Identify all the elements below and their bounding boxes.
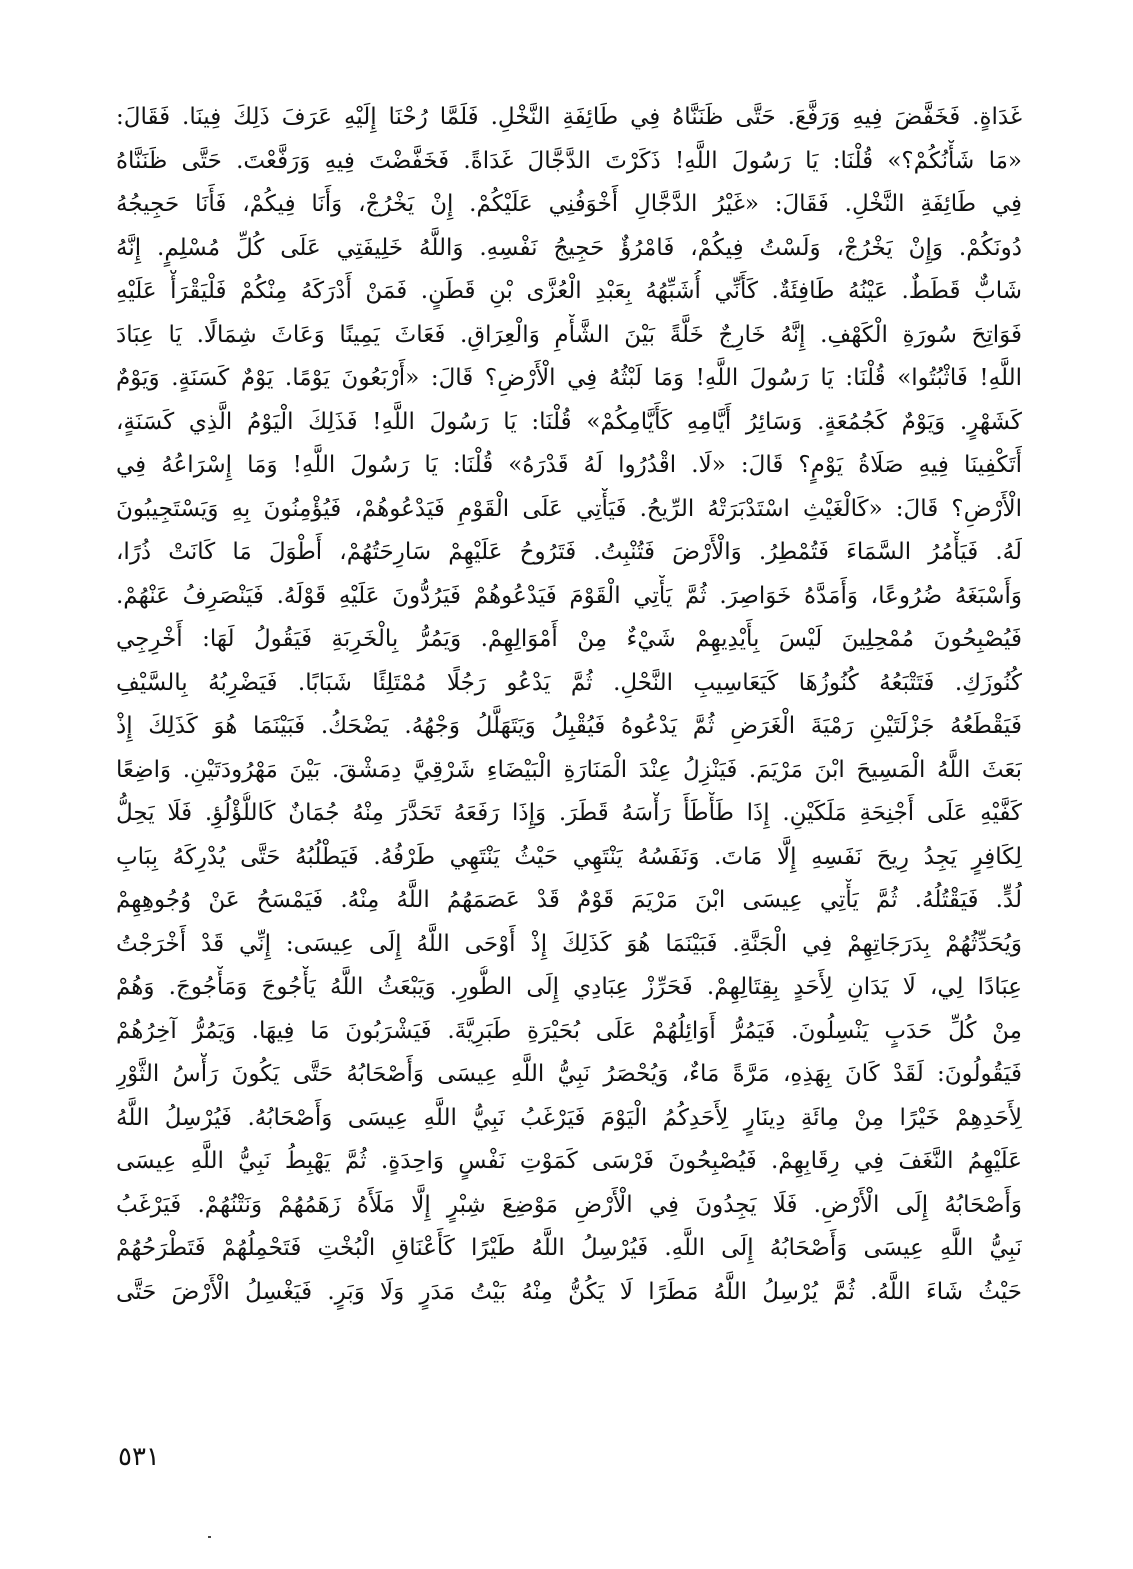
text-line: لِأَحَدِهِمْ خَيْرًا مِنْ مِائَةِ دِينَارٍ لِأَحَدِكُمُ الْيَوْمَ فَيَرْغَبُ نَبِيُّ اللَّهِ عِيسَى وَأَصْحَابُهُ. فَيُرْسِلُ اللَّهُ [116,1104,1022,1131]
text-line: مِنْ كُلِّ حَدَبٍ يَنْسِلُونَ. فَيَمُرُّ أَوَائِلُهُمْ عَلَى بُحَيْرَةِ طَبَرِيَّةَ. فَيَشْرَبُونَ مَا فِيهَا. وَيَمُرُّ آخِرُهُمْ [116,1017,1022,1044]
text-line: الْأَرْضِ؟ قَالَ: «كَالْغَيْثِ اسْتَدْبَرَتْهُ الرِّيحُ. فَيَأْتِي عَلَى الْقَوْمِ فَيَدْعُوهُمْ، فَيُؤْمِنُونَ بِهِ وَيَسْتَجِيبُونَ [116,495,1022,522]
text-line: كُنُوزَكِ. فَتَتْبَعُهُ كُنُوزُهَا كَيَعَاسِيبِ النَّحْلِ. ثُمَّ يَدْعُو رَجُلًا مُمْتَلِئًا شَبَابًا. فَيَضْرِبُهُ بِالسَّيْفِ [116,669,1022,696]
text-line: وَأَسْبَغَهُ ضُرُوعًا، وَأَمَدَّهُ خَوَاصِرَ. ثُمَّ يَأْتِي الْقَوْمَ فَيَدْعُوهُمْ فَيَرُدُّونَ عَلَيْهِ قَوْلَهُ. فَيَنْصَرِفُ عَنْهُمْ. [116,582,1022,609]
text-line: اللَّهِ! فَاثْبُتُوا» قُلْنَا: يَا رَسُولَ اللَّهِ! وَمَا لَبْثُهُ فِي الْأَرْضِ؟ قَالَ: «أَرْبَعُونَ يَوْمًا. يَوْمٌ كَسَنَةٍ. وَيَوْمٌ [116,365,1022,391]
text-line: حَيْثُ شَاءَ اللَّهُ. ثُمَّ يُرْسِلُ اللَّهُ مَطَرًا لَا يَكُنُّ مِنْهُ بَيْتُ مَدَرٍ وَلَا وَبَرٍ. فَيَغْسِلُ الْأَرْضَ حَتَّى [116,1278,1022,1305]
text-line: فَيُصْبِحُونَ مُمْحِلِينَ لَيْسَ بِأَيْدِيهِمْ شَيْءٌ مِنْ أَمْوَالِهِمْ. وَيَمُرُّ بِالْخَرِبَةِ فَيَقُولُ لَهَا: أَخْرِجِي [116,626,1022,652]
text-line: شَابٌّ قَطَطٌ. عَيْنُهُ طَافِئَةٌ. كَأَنِّي أُشَبِّهُهُ بِعَبْدِ الْعُزَّى بْنِ قَطَنٍ. فَمَنْ أَدْرَكَهُ مِنْكُمْ فَلْيَقْرَأْ عَلَيْهِ [116,278,1022,304]
text-line: وَيُحَدِّثُهُمْ بِدَرَجَاتِهِمْ فِي الْجَنَّةِ. فَبَيْنَمَا هُوَ كَذَلِكَ إِذْ أَوْحَى اللَّهُ إِلَى عِيسَى: إِنِّي قَدْ أَخْرَجْتُ [116,930,1022,957]
text-line: فِي طَائِفَةِ النَّخْلِ. فَقَالَ: «غَيْرُ الدَّجَّالِ أَخْوَفُنِي عَلَيْكُمْ. إِنْ يَخْرُجْ، وَأَنَا فِيكُمْ، فَأَنَا حَجِيجُهُ [116,191,1022,217]
text-line: عِبَادًا لِي، لَا يَدَانِ لِأَحَدٍ بِقِتَالِهِمْ. فَحَرِّزْ عِبَادِي إِلَى الطُّورِ. وَيَبْعَثُ اللَّهُ يَأْجُوجَ وَمَأْجُوجَ. وَهُمْ [116,974,1022,1000]
text-line: دُونَكُمْ. وَإِنْ يَخْرُجْ، وَلَسْتُ فِيكُمْ، فَامْرُؤٌ حَجِيجُ نَفْسِهِ. وَاللَّهُ خَلِيفَتِي عَلَى كُلِّ مُسْلِمٍ. إِنَّهُ [116,234,1022,261]
text-line: لَهُ. فَيَأْمُرُ السَّمَاءَ فَتُمْطِرُ. وَالْأَرْضَ فَتُنْبِتُ. فَتَرُوحُ عَلَيْهِمْ سَارِحَتُهُمْ، أَطْوَلَ مَا كَانَتْ ذُرًا، [116,539,1022,565]
text-line: لُدٍّ. فَيَقْتُلُهُ. ثُمَّ يَأْتِي عِيسَى ابْنَ مَرْيَمَ قَوْمٌ قَدْ عَصَمَهُمُ اللَّهُ مِنْهُ. فَيَمْسَحُ عَنْ وُجُوهِهِمْ [116,887,1022,913]
text-line: أَتَكْفِينَا فِيهِ صَلَاةُ يَوْمٍ؟ قَالَ: «لَا. اقْدُرُوا لَهُ قَدْرَهُ» قُلْنَا: يَا رَسُولَ اللَّهِ! وَمَا إِسْرَاعُهُ فِي [116,452,1022,478]
page-number: ٥٣١ [118,1442,160,1472]
text-line: لِكَافِرٍ يَجِدُ رِيحَ نَفَسِهِ إِلَّا مَاتَ. وَنَفَسُهُ يَنْتَهِي حَيْثُ يَنْتَهِي طَرْفُهُ. فَيَطْلُبُهُ حَتَّى يُدْرِكَهُ بِبَابِ [116,843,1022,870]
hadith-text-block [116,96,1022,1314]
text-line: نَبِيُّ اللَّهِ عِيسَى وَأَصْحَابُهُ إِلَى اللَّهِ. فَيُرْسِلُ اللَّهُ طَيْرًا كَأَعْنَاقِ الْبُخْتِ فَتَحْمِلُهُمْ فَتَطْرَحُهُمْ [116,1235,1022,1261]
text-line: وَأَصْحَابُهُ إِلَى الْأَرْضِ. فَلَا يَجِدُونَ فِي الْأَرْضِ مَوْضِعَ شِبْرٍ إِلَّا مَلَأَهُ زَهَمُهُمْ وَنَتْنُهُمْ. فَيَرْغَبُ [116,1191,1022,1218]
text-line: عَلَيْهِمُ النَّغَفَ فِي رِقَابِهِمْ. فَيُصْبِحُونَ فَرْسَى كَمَوْتِ نَفْسٍ وَاحِدَةٍ. ثُمَّ يَهْبِطُ نَبِيُّ اللَّهِ عِيسَى [116,1148,1022,1174]
text-line: فَوَاتِحَ سُورَةِ الْكَهْفِ. إِنَّهُ خَارِجٌ خَلَّةً بَيْنَ الشَّأْمِ وَالْعِرَاقِ. فَعَاثَ يَمِينًا وَعَاثَ شِمَالًا. يَا عِبَادَ [116,321,1022,348]
text-line: بَعَثَ اللَّهُ الْمَسِيحَ ابْنَ مَرْيَمَ. فَيَنْزِلُ عِنْدَ الْمَنَارَةِ الْبَيْضَاءِ شَرْقِيَّ دِمَشْقَ. بَيْنَ مَهْرُودَتَيْنِ. وَاضِعًا [116,756,1022,783]
text-line: فَيَقْطَعُهُ جَزْلَتَيْنِ رَمْيَةَ الْغَرَضِ ثُمَّ يَدْعُوهُ فَيُقْبِلُ وَيَتَهَلَّلُ وَجْهُهُ. يَضْحَكُ. فَبَيْنَمَا هُوَ كَذَلِكَ إِذْ [116,713,1022,739]
text-line: كَفَّيْهِ عَلَى أَجْنِحَةِ مَلَكَيْنِ. إِذَا طَأْطَأَ رَأْسَهُ قَطَرَ. وَإِذَا رَفَعَهُ تَحَدَّرَ مِنْهُ جُمَانٌ كَاللُّؤْلُؤِ. فَلَا يَحِلُّ [116,800,1022,826]
text-line: غَدَاةٍ. فَخَفَّضَ فِيهِ وَرَفَّعَ. حَتَّى ظَنَنَّاهُ فِي طَائِفَةِ النَّخْلِ. فَلَمَّا رُحْنَا إِلَيْهِ عَرَفَ ذَلِكَ فِينَا. فَقَالَ: [116,104,1022,130]
text-line: فَيَقُولُونَ: لَقَدْ كَانَ بِهَذِهِ، مَرَّةً مَاءٌ، وَيُحْصَرُ نَبِيُّ اللَّهِ عِيسَى وَأَصْحَابُهُ حَتَّى يَكُونَ رَأْسُ الثَّوْرِ [116,1061,1022,1087]
scan-speck [208,1536,211,1538]
text-line: «مَا شَأْنُكُمْ؟» قُلْنَا: يَا رَسُولَ اللَّهِ! ذَكَرْتَ الدَّجَّالَ غَدَاةً. فَخَفَّضْتَ فِيهِ وَرَفَّعْتَ. حَتَّى ظَنَنَّاهُ [116,147,1022,174]
text-line: كَشَهْرٍ. وَيَوْمٌ كَجُمُعَةٍ. وَسَائِرُ أَيَّامِهِ كَأَيَّامِكُمْ» قُلْنَا: يَا رَسُولَ اللَّهِ! فَذَلِكَ الْيَوْمُ الَّذِي كَسَنَةٍ، [116,408,1022,435]
